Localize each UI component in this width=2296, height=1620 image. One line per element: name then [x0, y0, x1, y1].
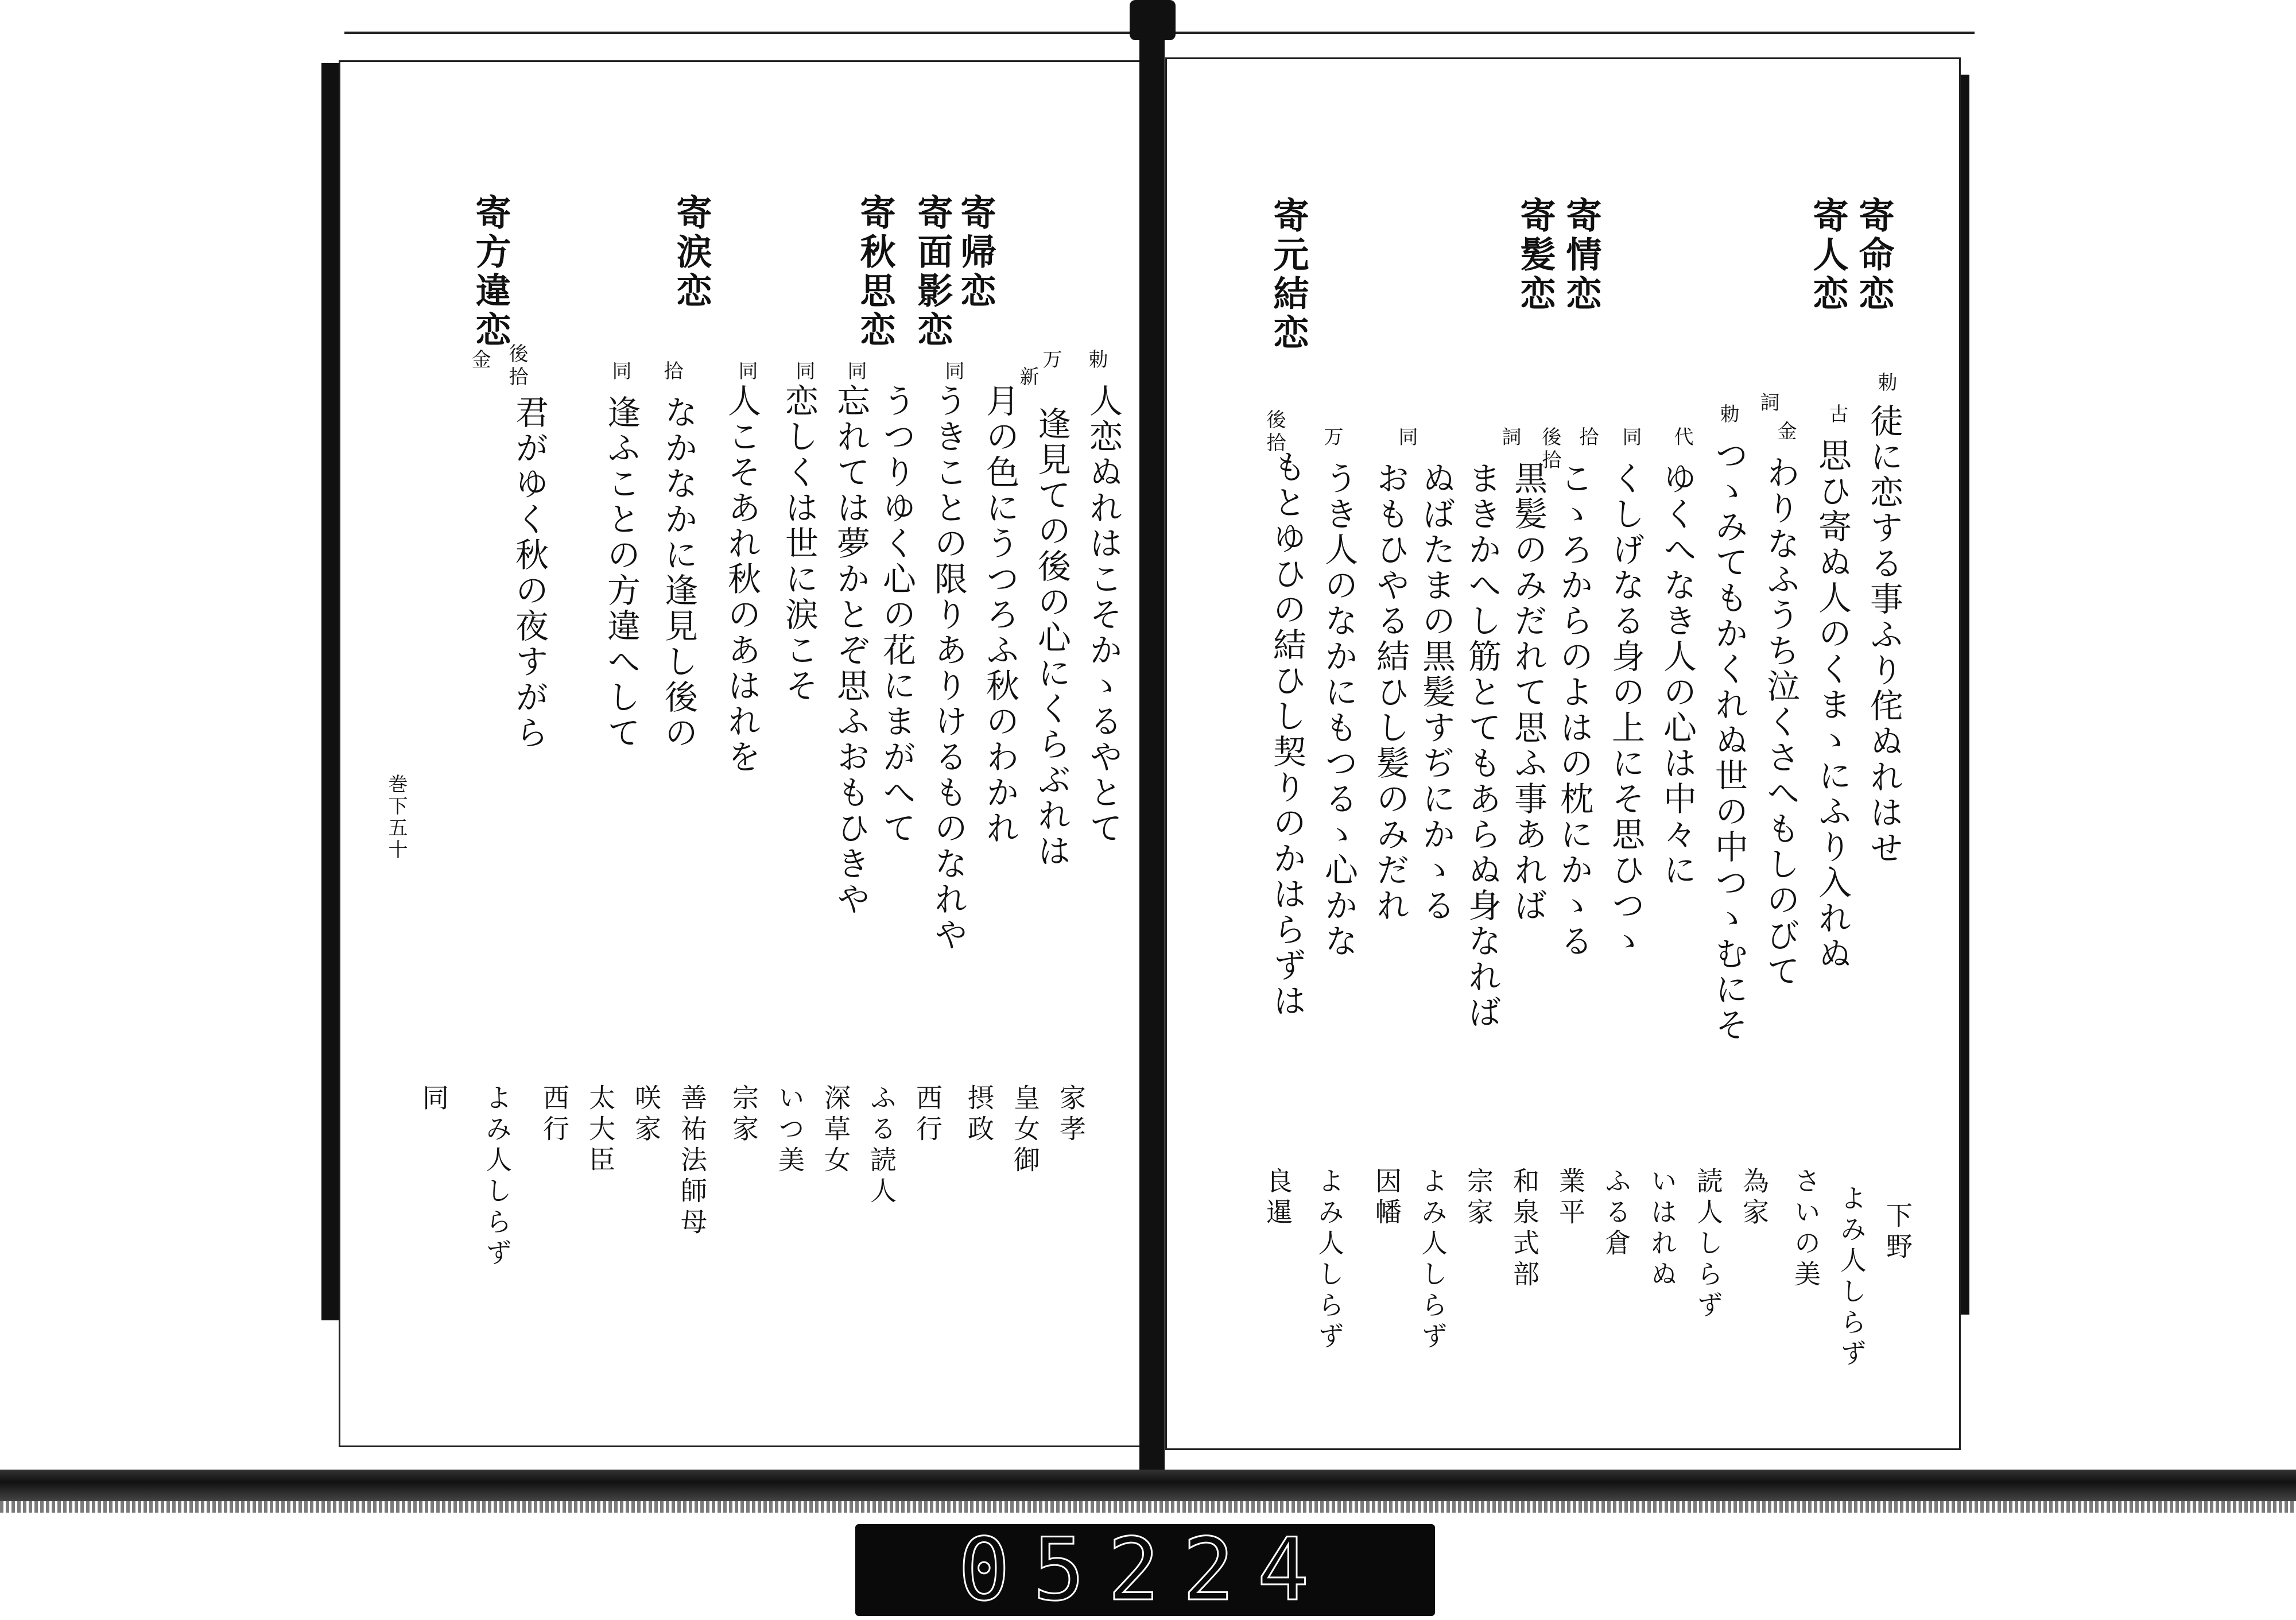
left-author-5: ふる読人 — [866, 1084, 897, 1208]
left-author-14: 同 — [418, 1084, 449, 1115]
right-poem-3: わりなふうち泣くさへもしのびて — [1761, 455, 1800, 989]
left-author-8: 宗家 — [728, 1084, 759, 1146]
right-poem-6: くしげなる身の上にそ思ひつゝ — [1606, 461, 1645, 959]
bottom-shadow-texture — [0, 1501, 2296, 1513]
page-label-number: 05224 — [958, 1520, 1332, 1620]
left-author-6: 深草女 — [820, 1084, 851, 1177]
right-poem-5: ゆくへなき人の心は中々に — [1658, 461, 1697, 888]
right-title-5: 寄元結恋 — [1267, 197, 1309, 353]
bottom-shadow — [0, 1470, 2296, 1501]
left-author-1: 家孝 — [1056, 1084, 1087, 1146]
right-author-6: いはれぬ — [1647, 1167, 1678, 1291]
right-author-5: 読人しらず — [1693, 1167, 1724, 1322]
left-mark-5: 同 — [844, 361, 867, 383]
left-author-4: 西行 — [912, 1084, 943, 1146]
book-spine-top — [1130, 0, 1176, 40]
left-title-3: 寄秋思恋 — [854, 194, 896, 350]
right-mark-5: 勅 — [1716, 404, 1739, 427]
right-mark-2: 古 — [1825, 404, 1848, 427]
left-author-13: よみ人しらず — [482, 1084, 513, 1270]
left-poem-3: 月の色にうつろふ秋のわかれ — [980, 383, 1019, 846]
right-author-2: よみ人しらず — [1836, 1184, 1867, 1370]
right-poem-13: もとゆひの結ひし契りのかはらずは — [1267, 449, 1306, 1019]
left-poem-11: 君がゆく秋の夜すがら — [510, 395, 549, 751]
right-poem-2: 思ひ寄ぬ人のくまゝにふり入れぬ — [1813, 438, 1852, 972]
left-poem-5: うつりゆく心の花にまがへて — [877, 383, 916, 846]
right-mark-8: 拾 — [1576, 427, 1599, 449]
right-mark-6: 代 — [1670, 427, 1693, 449]
left-poem-6: 忘れては夢かとぞ思ふおもひきや — [831, 383, 870, 917]
left-mark-6: 同 — [792, 361, 815, 383]
left-author-2: 皇女御 — [1010, 1084, 1041, 1177]
right-author-11: よみ人しらず — [1417, 1167, 1448, 1353]
right-author-14: 良暹 — [1262, 1167, 1293, 1229]
left-mark-7: 同 — [735, 361, 758, 383]
right-author-8: 業平 — [1555, 1167, 1586, 1229]
left-author-3: 摂政 — [964, 1084, 995, 1146]
right-poem-1: 徒に恋する事ふり侘ぬれはせ — [1864, 404, 1903, 866]
folio-number: 巻下五十 — [385, 774, 408, 861]
right-mark-12: 万 — [1320, 427, 1343, 449]
right-poem-8: 黒髪のみだれて思ふ事あれば — [1508, 461, 1548, 924]
right-mark-3: 金 — [1774, 421, 1797, 444]
left-mark-2: 万 — [1039, 349, 1062, 372]
right-title-3: 寄情恋 — [1560, 197, 1602, 314]
left-title-2: 寄面影恋 — [912, 194, 953, 350]
left-author-9: 善祐法師母 — [677, 1084, 708, 1239]
right-author-9: 和泉式部 — [1509, 1167, 1540, 1291]
left-poem-7: 恋しくは世に涙こそ — [779, 383, 819, 704]
right-title-1: 寄命恋 — [1853, 197, 1895, 314]
left-author-7: いつ美 — [774, 1084, 805, 1177]
page-label-plate — [855, 1520, 1435, 1620]
right-mark-7: 同 — [1619, 427, 1642, 449]
left-mark-8: 拾 — [660, 361, 683, 383]
right-poem-9: まきかへし筋とてもあらぬ身なれば — [1463, 461, 1502, 1030]
left-mark-1: 勅 — [1085, 349, 1108, 372]
left-poem-2: 逢見ての後の心にくらぶれは — [1032, 406, 1071, 869]
right-author-13: よみ人しらず — [1314, 1167, 1345, 1353]
left-mark-10: 後拾 — [505, 343, 528, 389]
right-author-12: 因幡 — [1371, 1167, 1402, 1229]
right-poem-10: ぬばたまの黒髪すぢにかゝる — [1417, 461, 1456, 924]
left-page — [339, 60, 1146, 1447]
right-author-4: 為家 — [1739, 1167, 1770, 1229]
left-title-1: 寄帰恋 — [955, 194, 996, 311]
left-title-5: 寄方違恋 — [470, 194, 511, 350]
left-poem-1: 人恋ぬれはこそかゝるやとて — [1084, 383, 1123, 846]
right-title-4: 寄髪恋 — [1514, 197, 1556, 314]
book-spine — [1139, 0, 1165, 1493]
right-page — [1165, 57, 1961, 1450]
right-mark-13: 同 — [1395, 427, 1418, 449]
right-poem-7: こゝろからのよはの枕にかゝる — [1554, 461, 1593, 959]
right-author-1: 下野 — [1882, 1202, 1913, 1264]
right-mark-11: 後拾 — [1263, 409, 1286, 455]
right-author-3: さいの美 — [1790, 1167, 1821, 1291]
left-author-12: 西行 — [539, 1084, 570, 1146]
left-title-4: 寄涙恋 — [670, 194, 712, 311]
left-poem-4: うきことの限りありけるものなれや — [929, 383, 968, 953]
right-mark-1: 勅 — [1874, 372, 1897, 395]
left-poem-8: 人こそあれ秋のあはれを — [722, 383, 761, 775]
left-mark-9: 同 — [608, 361, 631, 383]
left-mark-4: 同 — [941, 361, 964, 383]
left-mark-3: 新 — [1016, 366, 1039, 389]
left-poem-10: 逢ふことの方違へして — [602, 395, 641, 751]
left-author-11: 太大臣 — [585, 1084, 616, 1177]
left-poem-9: なかなかに逢見し後の — [659, 395, 698, 751]
right-poem-12: うき人のなかにもつるゝ心かな — [1319, 461, 1358, 959]
right-poem-4: つゝみてもかくれぬ世の中つゝむにそ — [1709, 438, 1748, 1043]
left-mark-11: 金 — [468, 349, 491, 372]
right-mark-10: 詞 — [1498, 427, 1521, 449]
right-mark-4: 詞 — [1756, 392, 1779, 415]
right-title-2: 寄人恋 — [1807, 197, 1849, 314]
right-mark-9: 後拾 — [1538, 427, 1561, 472]
right-author-7: ふる倉 — [1601, 1167, 1632, 1260]
left-author-10: 咲家 — [631, 1084, 662, 1146]
right-poem-11: おもひやる結ひし髪のみだれ — [1371, 461, 1410, 924]
right-author-10: 宗家 — [1463, 1167, 1494, 1229]
